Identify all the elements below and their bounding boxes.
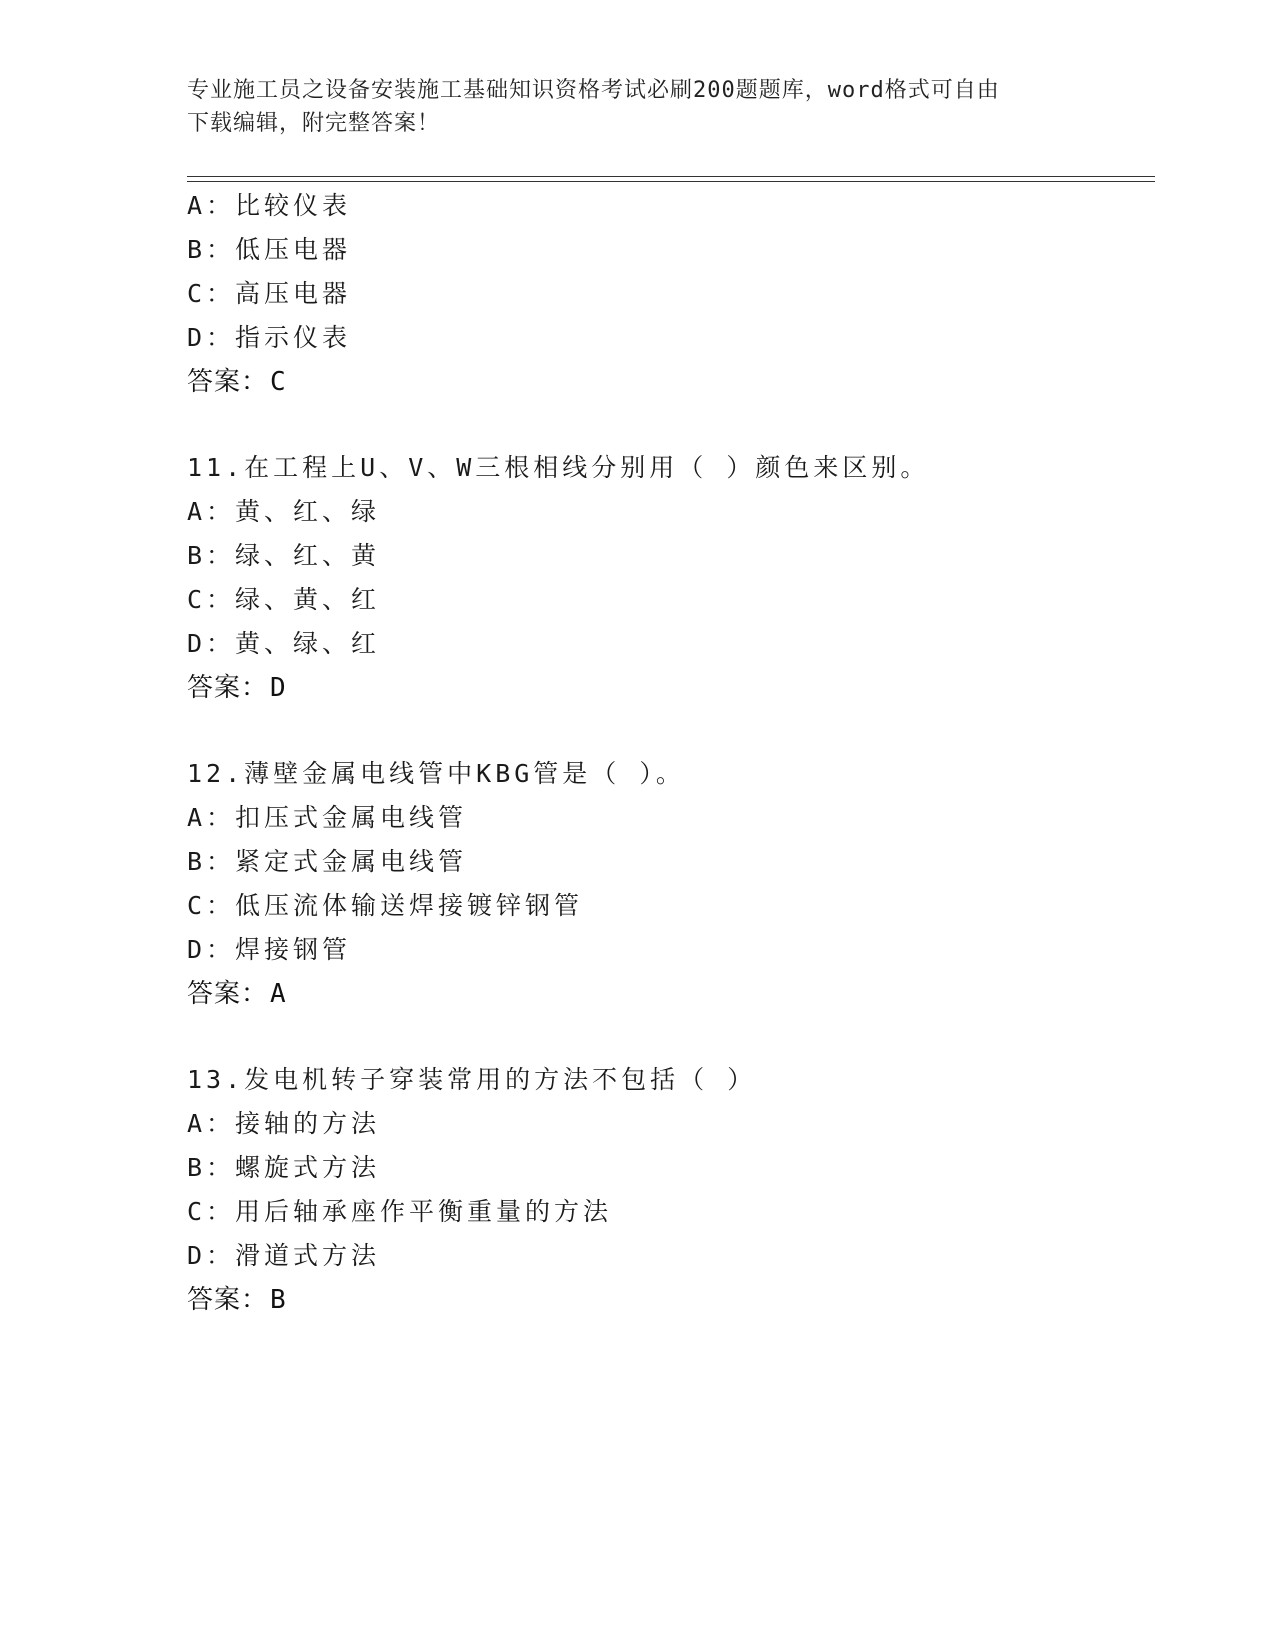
question-11: 11.在工程上U、V、W三根相线分别用（ ）颜色来区别。 (187, 453, 930, 482)
option-a: A：扣压式金属电线管 (187, 803, 468, 832)
answer-label: 答案： (187, 673, 269, 703)
option-b: B：螺旋式方法 (187, 1153, 381, 1182)
question-13: 13.发电机转子穿装常用的方法不包括（ ） (187, 1065, 757, 1094)
option-b: B：紧定式金属电线管 (187, 847, 468, 876)
header-line-1: 专业施工员之设备安装施工基础知识资格考试必刷200题题库，word格式可自由 (187, 78, 1000, 103)
header-divider-bottom (187, 181, 1155, 182)
answer-label: 答案： (187, 1285, 269, 1315)
answer-value: B (270, 1285, 287, 1315)
answer-value: C (270, 367, 287, 397)
option-a: A：接轴的方法 (187, 1109, 381, 1138)
option-c: C：用后轴承座作平衡重量的方法 (187, 1197, 613, 1226)
option-d: D：指示仪表 (187, 323, 352, 352)
option-d: D：焊接钢管 (187, 935, 352, 964)
option-b: B：绿、红、黄 (187, 541, 381, 570)
answer-line (187, 667, 287, 704)
answer-value: D (270, 673, 287, 703)
option-a: A：比较仪表 (187, 191, 352, 220)
answer-value: A (270, 979, 287, 1009)
question-12: 12.薄壁金属电线管中KBG管是（ ）。 (187, 759, 685, 788)
option-a: A：黄、红、绿 (187, 497, 381, 526)
option-c: C：低压流体输送焊接镀锌钢管 (187, 891, 584, 920)
header-divider-top (187, 176, 1155, 177)
option-d: D：滑道式方法 (187, 1241, 381, 1270)
answer-line (187, 973, 287, 1010)
option-b: B：低压电器 (187, 235, 352, 264)
answer-label: 答案： (187, 367, 269, 397)
answer-label: 答案： (187, 979, 269, 1009)
answer-line (187, 1279, 287, 1316)
option-c: C：绿、黄、红 (187, 585, 381, 614)
option-d: D：黄、绿、红 (187, 629, 381, 658)
option-c: C：高压电器 (187, 279, 352, 308)
answer-line (187, 361, 287, 398)
document-header (187, 74, 1087, 140)
header-line-2: 下载编辑，附完整答案！ (187, 111, 441, 136)
